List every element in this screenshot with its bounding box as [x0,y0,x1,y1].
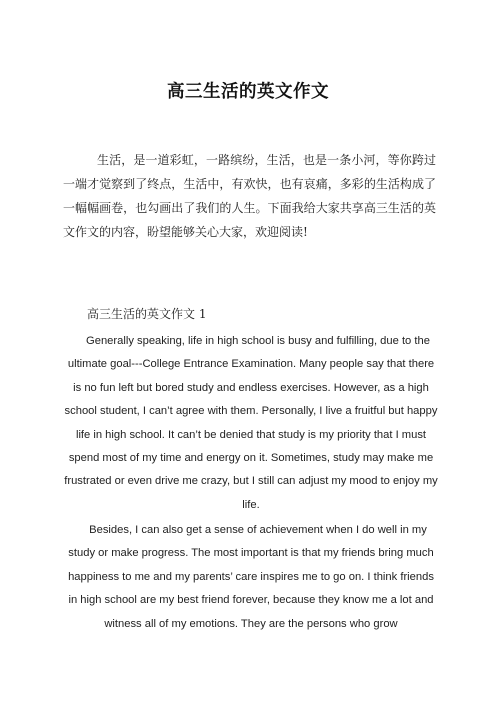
document-title: 高三生活的英文作文 [167,82,329,102]
body-paragraph-1: Generally speaking, life in high school is busy and fulfilling, due to the ultimate goal---College Entrance Examination. Many people say that there is no fun left but bored study and endless exercises. However, as a high school student, I can’t agree with them. Personally, I live a fruitful but happy life in high school. It can’t be denied that study is my priority that I must spend most of my time and energy on it. Sometimes, study may make me frustrated or even drive me crazy, but I still can adjust my mood to enjoy my life. [64,335,438,511]
section-heading: 高三生活的英文作文 1 [87,307,207,321]
intro-paragraph: 生活，是一道彩虹，一路缤纷，生活，也是一条小河，等你跨过一端才觉察到了终点，生活中，有欢快，也有哀痛，多彩的生活构成了一幅幅画卷，也勾画出了我们的人生。下面我给大家共享高三生活的英文作文的内容，盼望能够关心大家，欢迎阅读! [63,153,436,239]
body-paragraph-2: Besides, I can also get a sense of achievement when I do well in my study or make progress. The most important is that my friends bring much happiness to me and my parents’ care inspires me to go on. I think friends in high school are my best friend forever, because they know me a lot and witness all of my emotions. They are the persons who grow [68,524,434,630]
